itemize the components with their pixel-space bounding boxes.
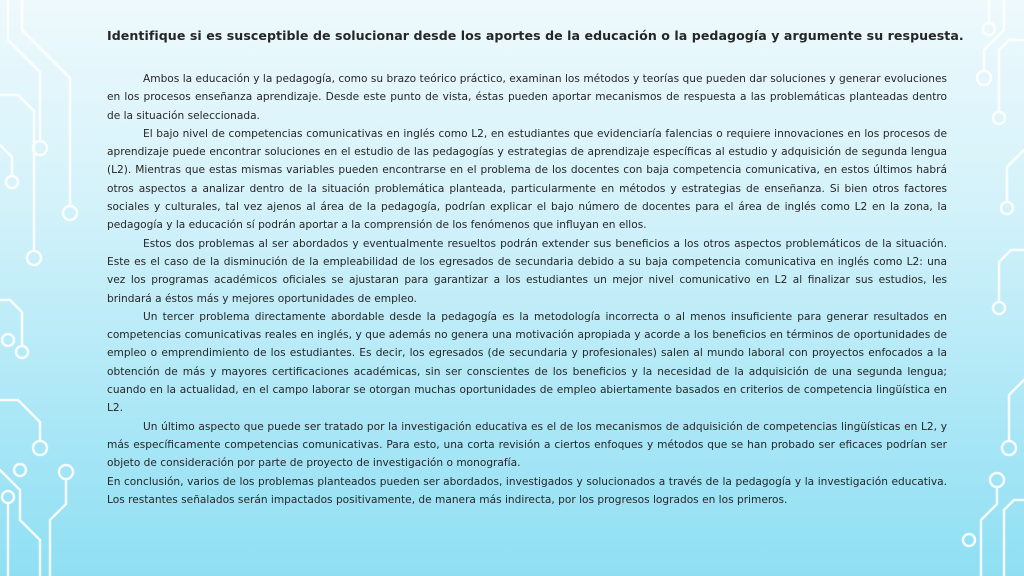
paragraph-3: Estos dos problemas al ser abordados y eventualmente resueltos podrán extender sus beneficios a los otros aspectos problemáticos de la situación. Este es el caso de la disminución de la empleabilidad de los egresados de secundaria debido a su baja competencia comunicativa en inglés como L2: una vez los programas académicos oficiales se ajustaran para garantizar a los estudiantes un mejor nivel comunicativo en L2 al finalizar sus estudios, les brindará a éstos más y mejores oportunidades de empleo. [107, 237, 947, 305]
paragraph-conclusion: En conclusión, varios de los problemas planteados pueden ser abordados, investigados y solucionados a través de la pedagogía y la investigación educativa. Los restantes señalados serán impactados positivamente, de manera más indirecta, por los progresos logrados en los primeros. [107, 475, 947, 506]
slide-heading: Identifique si es susceptible de solucionar desde los aportes de la educación o la pedagogía y argumente su respuesta. [107, 28, 964, 43]
left-circuit-decoration [0, 0, 95, 576]
paragraph-5: Un último aspecto que puede ser tratado por la investigación educativa es el de los mecanismos de adquisición de competencias lingüísticas en L2, y más específicamente competencias comunicativas. Para esto, una corta revisión a ciertos enfoques y métodos que se han probado ser eficaces podrían ser objeto de consideración por parte de proyecto de investigación o monografía. [107, 420, 947, 470]
slide-body [107, 70, 947, 509]
paragraph-4: Un tercer problema directamente abordable desde la pedagogía es la metodología incorrecta o al menos insuficiente para generar resultados en competencias comunicativas reales en inglés, y que además no genera una motivación apropiada y acorde a los beneficios en términos de oportunidades de empleo o emprendimiento de los estudiantes. Es decir, los egresados (de secundaria y profesionales) salen al mundo laboral con proyectos enfocados a la obtención de más y mayores certificaciones académicas, sin ser conscientes de los beneficios y la necesidad de la adquisición de una segunda lengua; cuando en la actualidad, en el campo laborar se otorgan muchas oportunidades de empleo abiertamente basados en criterios de competencia lingüística en L2. [107, 310, 947, 415]
paragraph-2: El bajo nivel de competencias comunicativas en inglés como L2, en estudiantes que evidenciaría falencias o requiere innovaciones en los procesos de aprendizaje puede encontrar soluciones en el estudio de las pedagogías y estrategias de aprendizaje específicas al estudio y adquisición de segunda lengua (L2). Mientras que estas mismas variables pueden encontrarse en el problema de los docentes con baja competencia comunicativa, en estos últimos habrá otros aspectos a analizar dentro de la situación problemática planteada, particularmente en métodos y estrategias de enseñanza. Si bien otros factores sociales y culturales, tal vez ajenos al área de la pedagogía, podrían explicar el bajo número de docentes para el área de inglés como L2 en la zona, la pedagogía y la educación sí podrán aportar a la comprensión de los fenómenos que influyan en ellos. [107, 127, 947, 232]
slide-content [107, 28, 964, 509]
paragraph-1: Ambos la educación y la pedagogía, como su brazo teórico práctico, examinan los métodos y teorías que pueden dar soluciones y generar evoluciones en los procesos enseñanza aprendizaje. Desde este punto de vista, éstas pueden aportar mecanismos de respuesta a las problemáticas planteadas dentro de la situación seleccionada. [107, 73, 947, 122]
